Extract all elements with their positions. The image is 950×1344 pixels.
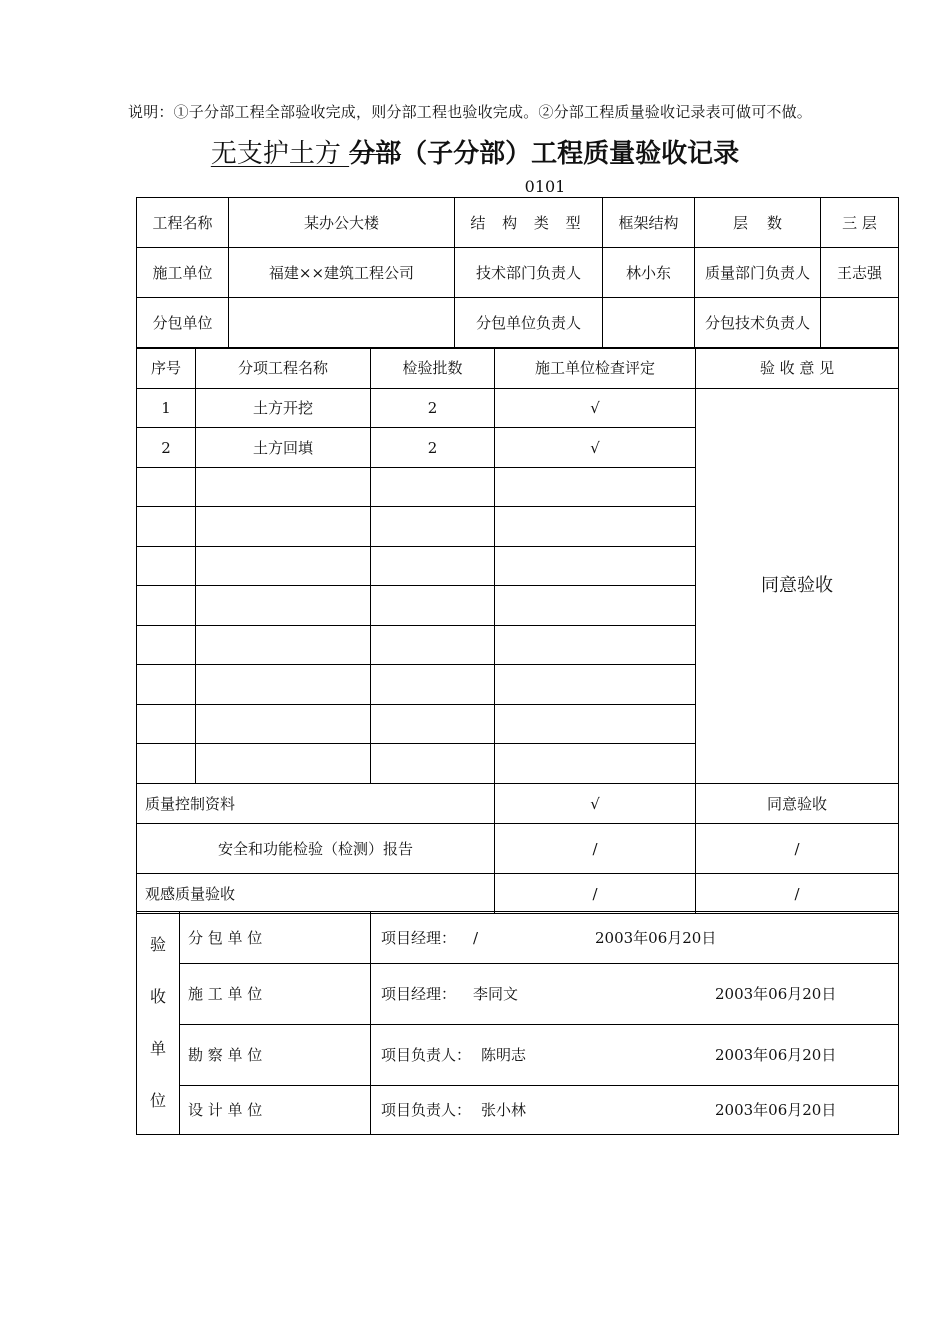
summary-opinion: / xyxy=(696,824,899,874)
summary-label: 观感质量验收 xyxy=(137,874,495,914)
sign-date: 2003年06月20日 xyxy=(715,1101,837,1119)
form-code: 0101 xyxy=(524,177,566,196)
summary-check: / xyxy=(495,824,696,874)
subcontractor-value xyxy=(229,298,455,349)
role-label: 项目经理： xyxy=(381,985,457,1003)
title-struck-word: 分部 xyxy=(349,139,402,169)
signature-cell xyxy=(371,1025,899,1086)
row-index: 1 xyxy=(137,389,196,428)
signature-cell xyxy=(371,1086,899,1135)
row-check: √ xyxy=(495,389,696,428)
row-check: √ xyxy=(495,428,696,468)
row-batch-count: 2 xyxy=(371,428,495,468)
unit-name: 施 工 单 位 xyxy=(180,964,371,1025)
role-label: 项目经理： xyxy=(381,928,457,947)
floors-value: 三 层 xyxy=(821,198,899,248)
table-row xyxy=(137,389,899,428)
project-info-table xyxy=(136,197,899,349)
sub-tech-head-value xyxy=(821,298,899,349)
signature-cell xyxy=(371,912,899,964)
quality-head-value: 王志强 xyxy=(821,248,899,298)
sign-date: 2003年06月20日 xyxy=(715,1046,837,1064)
role-label: 项目负责人： xyxy=(381,1101,472,1119)
row-index: 2 xyxy=(137,428,196,468)
unit-name: 设 计 单 位 xyxy=(180,1086,371,1135)
constructor-label: 施工单位 xyxy=(137,248,229,298)
sub-items-table xyxy=(136,347,899,914)
quality-head-label: 质量部门负责人 xyxy=(695,248,821,298)
subcontractor-label: 分包单位 xyxy=(137,298,229,349)
summary-row xyxy=(137,874,899,914)
row-item-name: 土方开挖 xyxy=(196,389,371,428)
person-name: 陈明志 xyxy=(481,1046,527,1064)
sub-head-value xyxy=(603,298,695,349)
col-header-index: 序号 xyxy=(137,348,196,389)
sub-tech-head-label: 分包技术负责人 xyxy=(695,298,821,349)
floors-label: 层 数 xyxy=(695,198,821,248)
acceptance-units-label: 验 收 单 位 xyxy=(137,912,180,1135)
constructor-value: 福建××建筑工程公司 xyxy=(229,248,455,298)
summary-opinion: / xyxy=(696,874,899,914)
tech-head-value: 林小东 xyxy=(603,248,695,298)
signature-cell xyxy=(371,964,899,1025)
row-batch-count: 2 xyxy=(371,389,495,428)
col-header-item-name: 分项工程名称 xyxy=(196,348,371,389)
summary-row xyxy=(137,824,899,874)
summary-opinion: 同意验收 xyxy=(696,784,899,824)
title-subject: 无支护土方 xyxy=(210,139,350,169)
summary-check: √ xyxy=(495,784,696,824)
unit-name: 勘 察 单 位 xyxy=(180,1025,371,1086)
title-main: （子分部）工程质量验收记录 xyxy=(401,139,740,169)
project-name-value: 某办公大楼 xyxy=(229,198,455,248)
acceptance-units-table xyxy=(136,911,899,1135)
role-label: 项目负责人： xyxy=(381,1046,472,1064)
sign-date: 2003年06月20日 xyxy=(595,928,717,947)
summary-label: 安全和功能检验（检测）报告 xyxy=(137,824,495,874)
form-title xyxy=(0,133,950,170)
acceptance-opinion: 同意验收 xyxy=(696,389,899,784)
summary-row xyxy=(137,784,899,824)
sign-date: 2003年06月20日 xyxy=(715,985,837,1003)
tech-head-label: 技术部门负责人 xyxy=(455,248,603,298)
col-header-batch-count: 检验批数 xyxy=(371,348,495,389)
unit-name: 分 包 单 位 xyxy=(180,912,371,964)
col-header-constructor-check: 施工单位检查评定 xyxy=(495,348,696,389)
person-name: / xyxy=(473,928,479,947)
structure-type-label: 结 构 类 型 xyxy=(455,198,603,248)
structure-type-value: 框架结构 xyxy=(603,198,695,248)
person-name: 张小林 xyxy=(481,1101,527,1119)
col-header-opinion: 验 收 意 见 xyxy=(696,348,899,389)
sub-head-label: 分包单位负责人 xyxy=(455,298,603,349)
instruction-note: 说明：①子分部工程全部验收完成，则分部工程也验收完成。②分部工程质量验收记录表可做可不做。 xyxy=(128,103,813,121)
summary-label: 质量控制资料 xyxy=(137,784,495,824)
person-name: 李同文 xyxy=(473,985,519,1003)
project-name-label: 工程名称 xyxy=(137,198,229,248)
row-item-name: 土方回填 xyxy=(196,428,371,468)
summary-check: / xyxy=(495,874,696,914)
